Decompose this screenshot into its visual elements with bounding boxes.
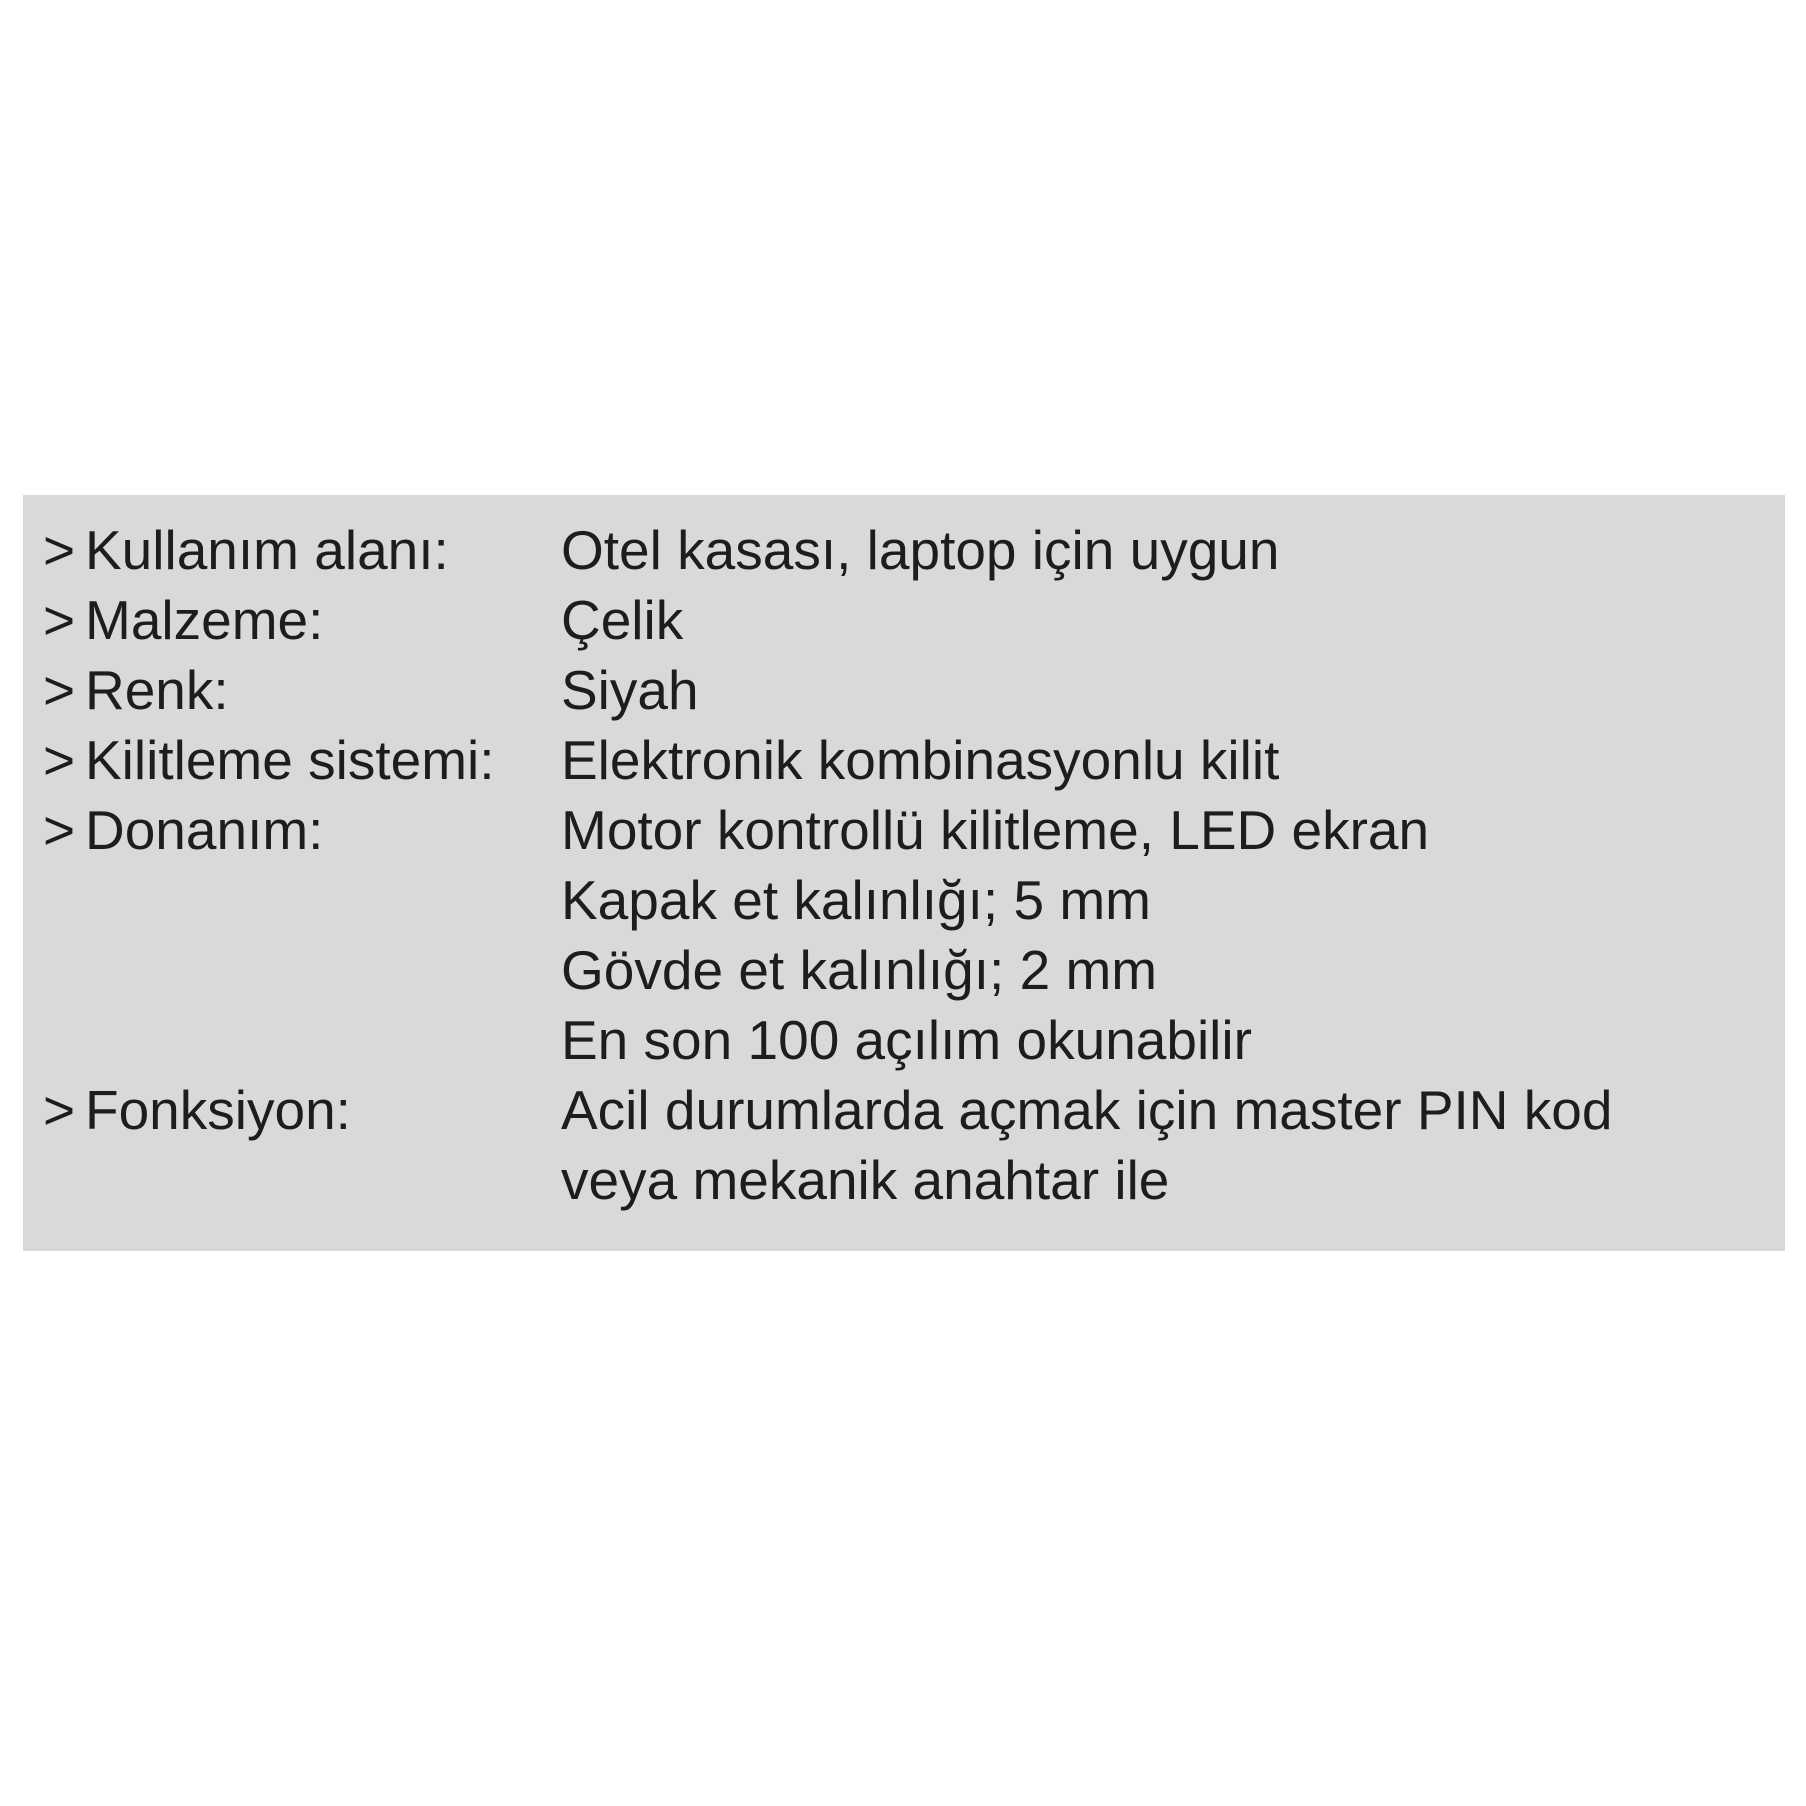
spec-value: Gövde et kalınlığı; 2 mm (561, 939, 1158, 1001)
spec-label: Fonksiyon: (85, 1079, 351, 1141)
spec-label: Kullanım alanı: (85, 519, 449, 581)
chevron-right-icon: > (43, 659, 76, 721)
spec-label: Kilitleme sistemi: (85, 729, 495, 791)
spec-values (561, 655, 1765, 725)
spec-value: En son 100 açılım okunabilir (561, 1009, 1252, 1071)
spec-value: Otel kasası, laptop için uygun (561, 519, 1280, 581)
spec-values (561, 795, 1765, 1075)
spec-panel (23, 495, 1785, 1251)
spec-value: veya mekanik anahtar ile (561, 1149, 1170, 1211)
spec-value: Acil durumlarda açmak için master PIN kod (561, 1079, 1613, 1141)
spec-label: Donanım: (85, 799, 324, 861)
spec-value: Çelik (561, 589, 684, 651)
spec-values (561, 1075, 1765, 1215)
spec-row-kilitleme-sistemi (43, 725, 1765, 795)
spec-values (561, 725, 1765, 795)
chevron-right-icon: > (43, 589, 76, 651)
spec-values (561, 515, 1765, 585)
spec-label: Renk: (85, 659, 229, 721)
spec-value: Elektronik kombinasyonlu kilit (561, 729, 1280, 791)
spec-values (561, 585, 1765, 655)
chevron-right-icon: > (43, 799, 76, 861)
chevron-right-icon: > (43, 1079, 76, 1141)
spec-row-fonksiyon (43, 1075, 1765, 1215)
spec-row-kullanim-alani (43, 515, 1765, 585)
spec-row-malzeme (43, 585, 1765, 655)
spec-value: Siyah (561, 659, 699, 721)
spec-label: Malzeme: (85, 589, 324, 651)
chevron-right-icon: > (43, 729, 76, 791)
spec-value: Motor kontrollü kilitleme, LED ekran (561, 799, 1430, 861)
spec-row-donanim (43, 795, 1765, 1075)
spec-list (43, 515, 1765, 1215)
spec-row-renk (43, 655, 1765, 725)
chevron-right-icon: > (43, 519, 76, 581)
spec-value: Kapak et kalınlığı; 5 mm (561, 869, 1151, 931)
